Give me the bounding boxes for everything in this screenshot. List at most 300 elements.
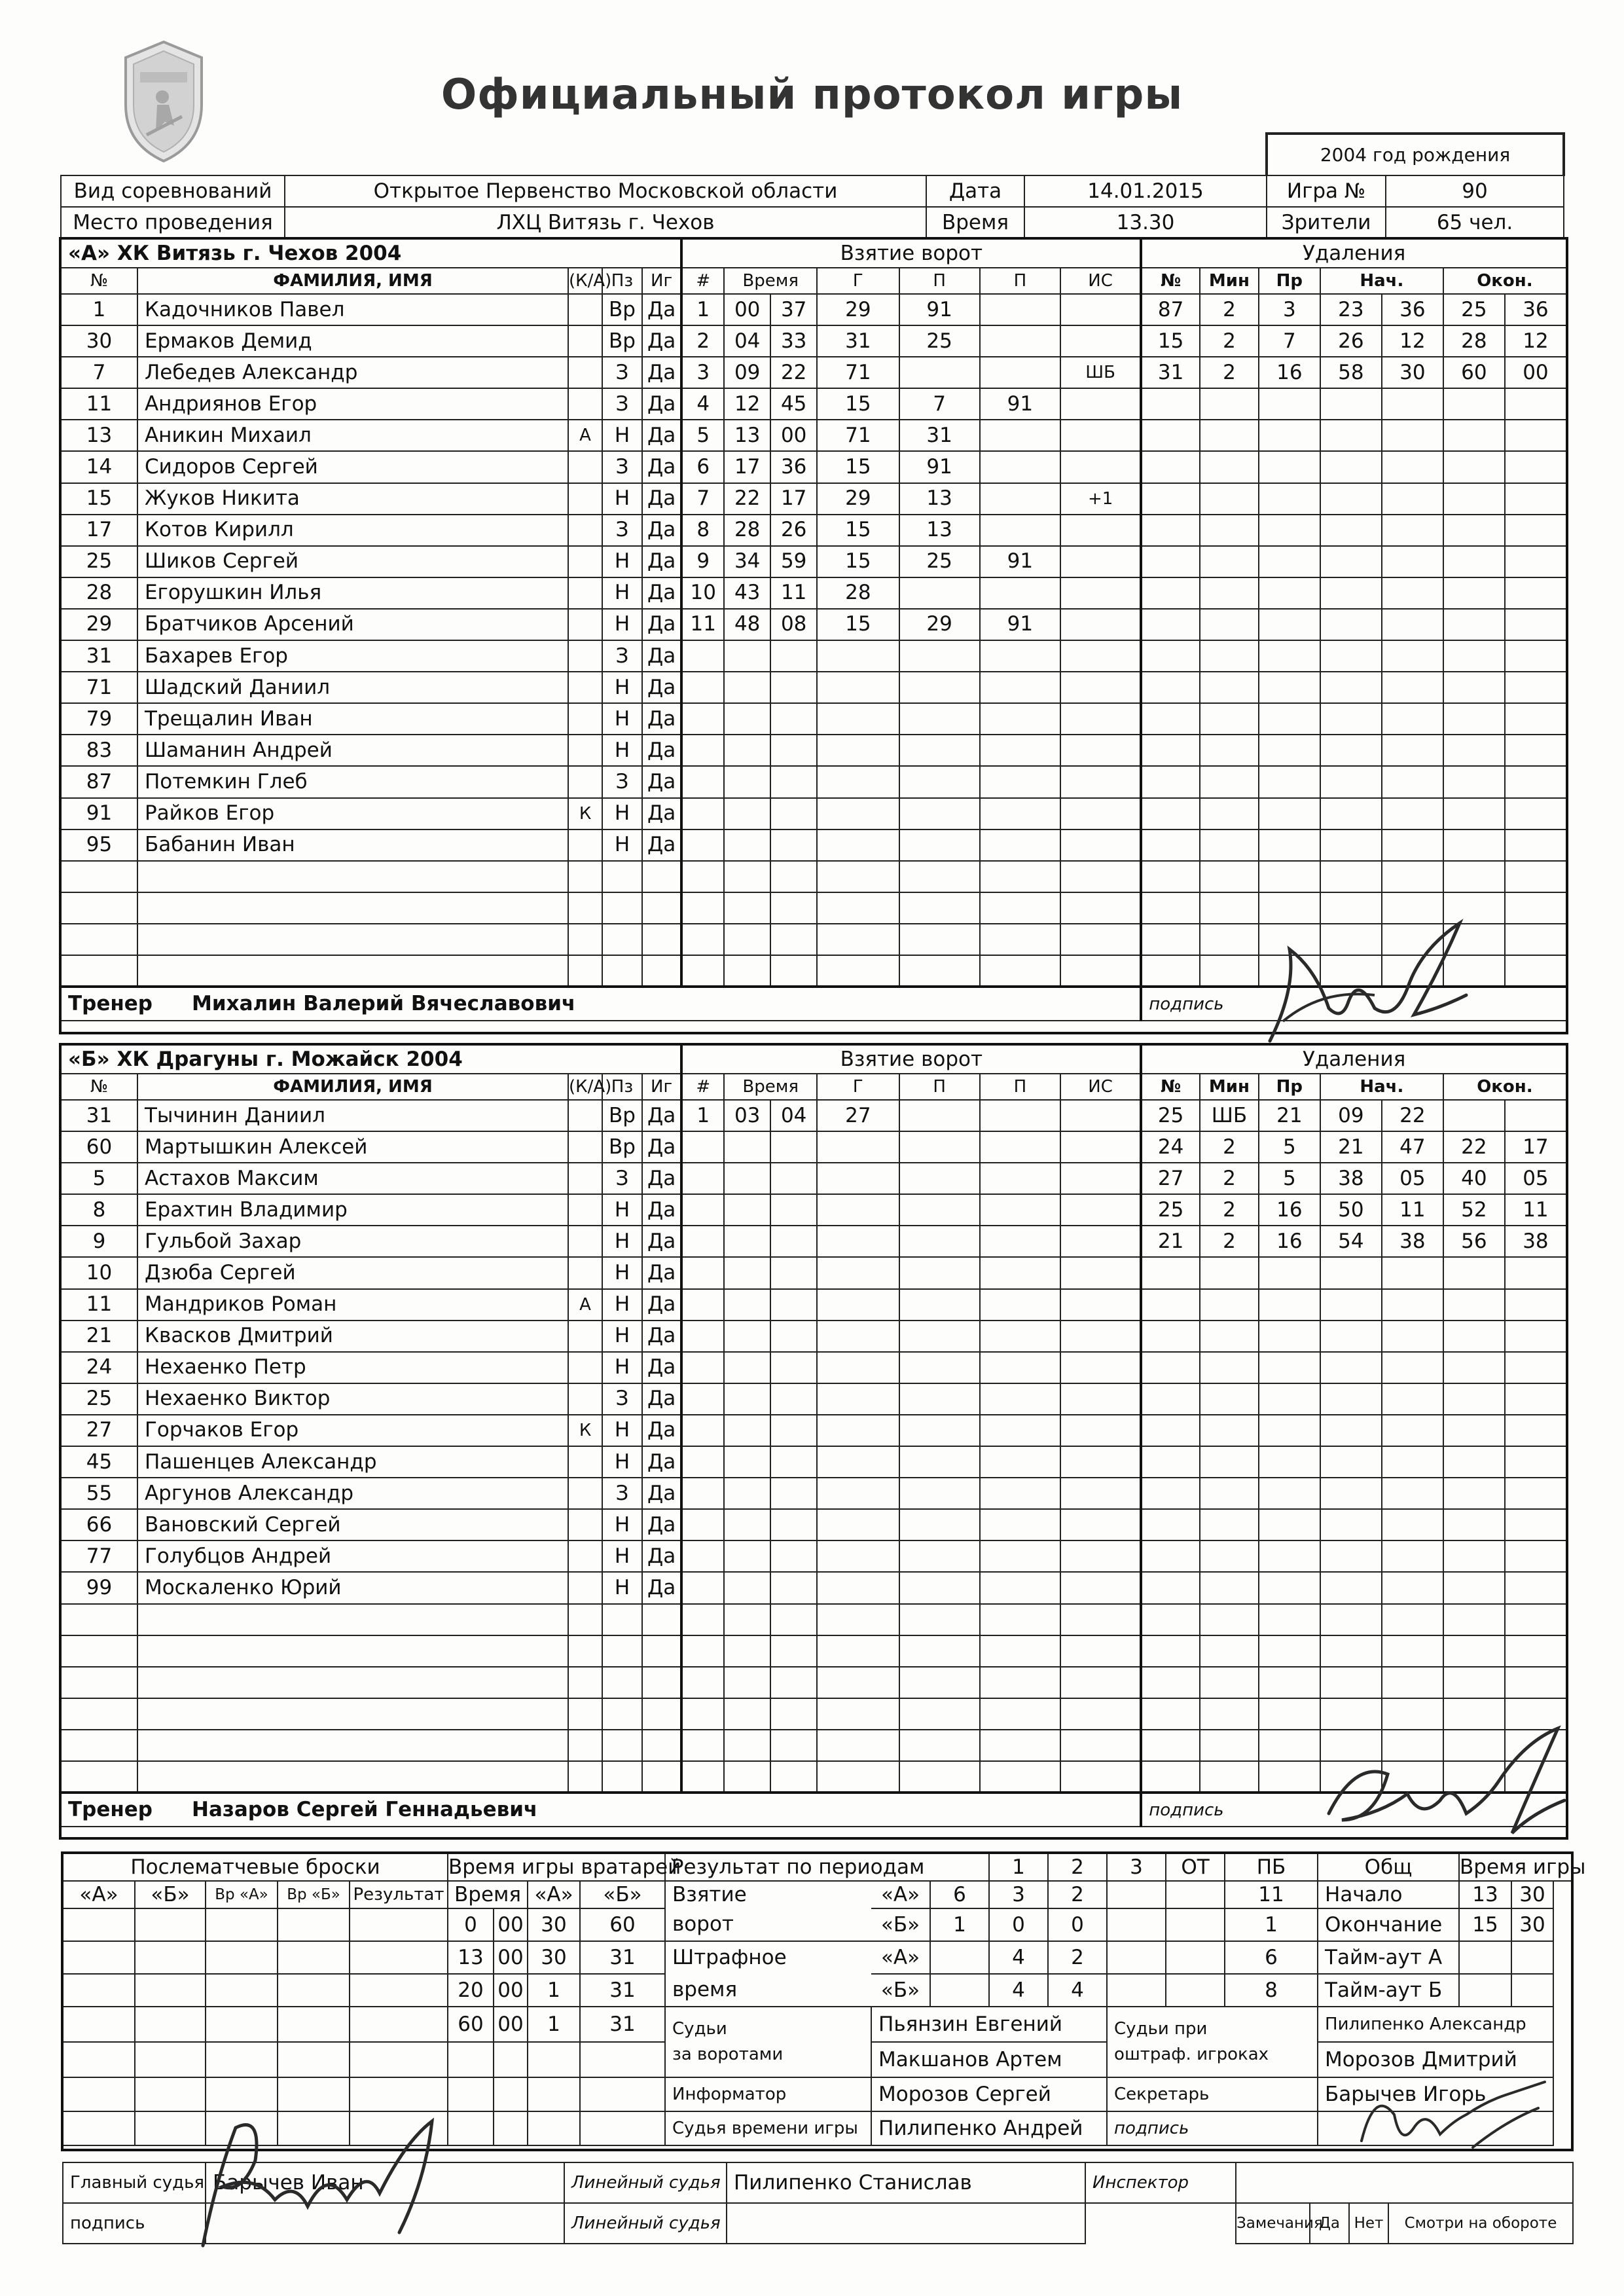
goal-situation (1060, 924, 1141, 955)
pen-end-sec (1505, 577, 1566, 609)
goal-situation (1060, 955, 1141, 987)
goal-number (681, 861, 724, 892)
player-ka (568, 357, 602, 388)
pen-minutes (1200, 515, 1259, 546)
informer-label: Информатор (665, 2077, 871, 2111)
player-ig: Да (642, 546, 682, 577)
player-name: Аргунов Александр (137, 1478, 568, 1509)
player-name: Ермаков Демид (137, 325, 568, 357)
goal-second (770, 892, 817, 924)
pen-end-sec: 36 (1505, 294, 1566, 325)
player-pz: Н (602, 1352, 642, 1383)
goalie-time-cell: 0 (448, 1908, 494, 1941)
player-name: Дзюба Сергей (137, 1257, 568, 1288)
pen-minutes: 2 (1200, 357, 1259, 388)
pen-minutes: ШБ (1200, 1100, 1259, 1131)
player-name: Шиков Сергей (137, 546, 568, 577)
team-b-row (61, 1415, 1566, 1446)
goal-minute (724, 955, 770, 987)
team-b-row (61, 1509, 1566, 1540)
goal-second: 36 (770, 451, 817, 483)
pen-minutes (1200, 546, 1259, 577)
remarks-yes-checkbox[interactable]: Да (1310, 2203, 1349, 2244)
team-b-penalties-title: Удаления (1141, 1045, 1566, 1074)
player-ka (568, 1604, 602, 1635)
player-pz (602, 1761, 642, 1793)
goal-assist-2 (980, 766, 1060, 797)
player-ig (642, 861, 682, 892)
player-ig: Да (642, 1383, 682, 1415)
player-pz (602, 861, 642, 892)
goalie-time-cell: 30 (528, 1941, 580, 1974)
page-title: Официальный протокол игры (441, 71, 1183, 119)
player-no: 79 (61, 703, 137, 735)
player-no (61, 892, 137, 924)
pen-end-sec (1505, 1352, 1566, 1383)
goal-assist-1 (899, 955, 980, 987)
player-pz (602, 1667, 642, 1698)
player-ig: Да (642, 451, 682, 483)
pen-end-sec (1505, 420, 1566, 451)
player-name: Горчаков Егор (137, 1415, 568, 1446)
goal-assist-1: 29 (899, 609, 980, 640)
goal-assist-1: 13 (899, 483, 980, 515)
player-ig (642, 955, 682, 987)
player-no: 7 (61, 357, 137, 388)
pen-end-sec (1505, 1572, 1566, 1603)
goal-situation (1060, 1226, 1141, 1257)
pen-minutes (1200, 483, 1259, 515)
goal-assist-1 (899, 1100, 980, 1131)
goal-situation (1060, 640, 1141, 672)
player-pz: Н (602, 1321, 642, 1352)
pen-reason (1259, 829, 1320, 861)
player-pz (602, 1698, 642, 1730)
penalty-box-label (1107, 2007, 1318, 2077)
pen-end-min (1443, 546, 1505, 577)
pen-start-sec: 05 (1382, 1163, 1443, 1194)
player-no (61, 924, 137, 955)
goal-assist-2 (980, 1572, 1060, 1603)
goal-assist-1 (899, 1446, 980, 1478)
goal-assist-2 (980, 1100, 1060, 1131)
birth-year-label: 2004 год рождения (1267, 134, 1564, 175)
goal-scorer (817, 1446, 899, 1478)
goal-second (770, 1289, 817, 1321)
goal-assist-1 (899, 1415, 980, 1446)
player-no: 11 (61, 388, 137, 420)
goal-second: 08 (770, 609, 817, 640)
pen-start-sec (1382, 577, 1443, 609)
goalie-time-cell: 30 (528, 1908, 580, 1941)
pen-end-min (1443, 388, 1505, 420)
player-no: 99 (61, 1572, 137, 1603)
player-ig: Да (642, 357, 682, 388)
goal-second (770, 1446, 817, 1478)
pen-end-sec: 11 (1505, 1194, 1566, 1226)
player-no (61, 1667, 137, 1698)
player-no: 30 (61, 325, 137, 357)
goal-scorer (817, 703, 899, 735)
goal-assist-1 (899, 357, 980, 388)
pen-minutes: 2 (1200, 325, 1259, 357)
pen-start-min (1320, 766, 1382, 797)
player-ig: Да (642, 1509, 682, 1540)
goal-assist-1 (899, 577, 980, 609)
pen-end-sec (1505, 1635, 1566, 1667)
goal-assist-1 (899, 766, 980, 797)
team-b-row (61, 1352, 1566, 1383)
player-pz: Н (602, 1226, 642, 1257)
goal-assist-1: 25 (899, 325, 980, 357)
team-b-row (61, 1572, 1566, 1603)
pim-b-p1 (930, 1974, 989, 2007)
pen-start-min: 54 (1320, 1226, 1382, 1257)
summary-table (62, 1853, 1586, 2146)
total-header: Общ (1318, 1853, 1459, 1881)
goal-judges-label-1: Судьи (672, 2019, 727, 2039)
pen-end-min (1443, 483, 1505, 515)
player-pz: Н (602, 546, 642, 577)
goal-assist-1 (899, 892, 980, 924)
pen-end-min (1443, 1604, 1505, 1635)
player-ka (568, 515, 602, 546)
goal-assist-1 (899, 1321, 980, 1352)
team-b-row (61, 1540, 1566, 1572)
player-ig: Да (642, 1131, 682, 1163)
goal-situation (1060, 1667, 1141, 1698)
pen-reason (1259, 609, 1320, 640)
goal-assist-1 (899, 703, 980, 735)
goal-situation (1060, 735, 1141, 766)
col-pen-number: № (1141, 1074, 1200, 1100)
goal-minute: 34 (724, 546, 770, 577)
pen-end-min (1443, 1635, 1505, 1667)
goal-situation (1060, 1289, 1141, 1321)
pen-reason (1259, 1667, 1320, 1698)
goal-scorer: 29 (817, 294, 899, 325)
goal-number: 4 (681, 388, 724, 420)
pen-reason (1259, 798, 1320, 829)
goal-situation (1060, 1352, 1141, 1383)
goal-situation (1060, 892, 1141, 924)
goals-a-ot (1107, 1881, 1166, 1908)
goal-minute (724, 892, 770, 924)
team-b-row (61, 1635, 1566, 1667)
pen-end-sec: 38 (1505, 1226, 1566, 1257)
goal-assist-1 (899, 1289, 980, 1321)
pen-reason: 3 (1259, 294, 1320, 325)
goal-scorer (817, 1698, 899, 1730)
player-ig: Да (642, 735, 682, 766)
pen-end-min (1443, 640, 1505, 672)
goal-situation (1060, 1415, 1141, 1446)
goal-second (770, 1194, 817, 1226)
player-ka (568, 1761, 602, 1793)
shootout-col-a: «А» (63, 1881, 135, 1908)
goal-assist-2 (980, 1698, 1060, 1730)
pen-start-sec (1382, 955, 1443, 987)
pen-start-sec (1382, 1667, 1443, 1698)
goal-number (681, 1446, 724, 1478)
goal-situation (1060, 1635, 1141, 1667)
pen-reason: 5 (1259, 1163, 1320, 1194)
pen-end-min: 28 (1443, 325, 1505, 357)
goal-assist-2 (980, 1540, 1060, 1572)
team-a-row (61, 325, 1566, 357)
pen-start-sec (1382, 609, 1443, 640)
goalie-time-cell: 31 (580, 1941, 665, 1974)
player-no: 25 (61, 546, 137, 577)
team-a-penalties-title: Удаления (1141, 239, 1566, 268)
player-ig: Да (642, 420, 682, 451)
pen-start-sec (1382, 735, 1443, 766)
pen-number (1141, 798, 1200, 829)
goal-situation (1060, 1761, 1141, 1793)
player-pz: Вр (602, 1100, 642, 1131)
pen-number (1141, 1604, 1200, 1635)
time-label: Время (926, 207, 1024, 238)
pen-reason: 5 (1259, 1131, 1320, 1163)
pen-end-min (1443, 1761, 1505, 1793)
player-ka (568, 325, 602, 357)
goals-a-ps (1166, 1881, 1225, 1908)
pen-number (1141, 577, 1200, 609)
player-ka (568, 1635, 602, 1667)
goal-assist-2: 91 (980, 609, 1060, 640)
goal-second (770, 1383, 817, 1415)
goal-assist-2 (980, 325, 1060, 357)
spectators-value: 65 чел. (1386, 207, 1564, 238)
goal-scorer (817, 1509, 899, 1540)
goalie-time-col-b: «Б» (580, 1881, 665, 1908)
linesman-2-label: Линейный судья (564, 2203, 727, 2244)
pen-number (1141, 861, 1200, 892)
player-no: 66 (61, 1509, 137, 1540)
goal-situation (1060, 1572, 1141, 1603)
goal-minute (724, 735, 770, 766)
goal-second: 04 (770, 1100, 817, 1131)
pen-reason (1259, 1572, 1320, 1603)
goal-number (681, 892, 724, 924)
goal-minute: 13 (724, 420, 770, 451)
goal-minute (724, 672, 770, 703)
goal-second (770, 1226, 817, 1257)
goal-scorer (817, 1321, 899, 1352)
col-name: ФАМИЛИЯ, ИМЯ (137, 268, 568, 294)
goal-scorer (817, 1194, 899, 1226)
pen-reason (1259, 861, 1320, 892)
pen-start-min (1320, 892, 1382, 924)
goal-minute (724, 1163, 770, 1194)
pen-end-sec (1505, 609, 1566, 640)
pen-end-min (1443, 1698, 1505, 1730)
pen-reason: 16 (1259, 1194, 1320, 1226)
goal-assist-1 (899, 861, 980, 892)
see-reverse-label: Смотри на обороте (1388, 2203, 1573, 2244)
game-number-value: 90 (1386, 175, 1564, 207)
goal-situation (1060, 515, 1141, 546)
pen-end-min (1443, 1257, 1505, 1288)
goal-assist-1 (899, 924, 980, 955)
pim-team-b-mark: «Б» (871, 1974, 930, 2007)
player-pz: Вр (602, 1131, 642, 1163)
pen-start-sec: 11 (1382, 1194, 1443, 1226)
player-no (61, 1698, 137, 1730)
pen-start-sec (1382, 861, 1443, 892)
goalie-time-cell: 60 (580, 1908, 665, 1941)
goal-assist-2 (980, 1415, 1060, 1446)
player-ig: Да (642, 703, 682, 735)
referee-label: Главный судья (63, 2162, 206, 2203)
pim-label: Штрафное (665, 1941, 871, 1974)
team-a-row (61, 861, 1566, 892)
col-goal-scorer: Г (817, 1074, 899, 1100)
player-name: Шадский Даниил (137, 672, 568, 703)
goal-second (770, 1163, 817, 1194)
player-no: 60 (61, 1131, 137, 1163)
col-goal-time: Время (724, 268, 817, 294)
goal-assist-2 (980, 1761, 1060, 1793)
goal-assist-2 (980, 1446, 1060, 1478)
shootout-col-goalie-b: Вр «Б» (278, 1881, 350, 1908)
pen-start-sec (1382, 1509, 1443, 1540)
goal-assist-1 (899, 1257, 980, 1288)
goal-scorer (817, 892, 899, 924)
pen-number (1141, 1415, 1200, 1446)
goal-situation (1060, 1540, 1141, 1572)
player-ig: Да (642, 672, 682, 703)
player-ka (568, 640, 602, 672)
goal-assist-2 (980, 703, 1060, 735)
player-ka (568, 1667, 602, 1698)
player-ig: Да (642, 1478, 682, 1509)
pen-minutes: 2 (1200, 1194, 1259, 1226)
goal-scorer (817, 1352, 899, 1383)
goalie-time-cell: 00 (494, 1908, 528, 1941)
pen-minutes (1200, 1321, 1259, 1352)
player-pz (602, 1635, 642, 1667)
goals-a-p1: 6 (930, 1881, 989, 1908)
goal-number: 6 (681, 451, 724, 483)
pen-end-min (1443, 703, 1505, 735)
goalie-time-cell: 20 (448, 1974, 494, 2007)
goal-scorer (817, 1478, 899, 1509)
pen-start-min (1320, 1415, 1382, 1446)
goal-minute: 03 (724, 1100, 770, 1131)
goal-number (681, 1383, 724, 1415)
pim-b-ps (1166, 1974, 1225, 2007)
pen-start-sec (1382, 703, 1443, 735)
player-no: 91 (61, 798, 137, 829)
goals-b-ps (1166, 1908, 1225, 1941)
team-a-row (61, 766, 1566, 797)
goal-situation (1060, 798, 1141, 829)
player-ka (568, 294, 602, 325)
date-label: Дата (926, 175, 1024, 207)
pen-end-min (1443, 829, 1505, 861)
remarks-no-checkbox[interactable]: Нет (1349, 2203, 1388, 2244)
pen-start-min (1320, 451, 1382, 483)
player-no: 9 (61, 1226, 137, 1257)
pen-minutes (1200, 892, 1259, 924)
player-name (137, 924, 568, 955)
pen-reason (1259, 1415, 1320, 1446)
player-pz: Н (602, 577, 642, 609)
goal-assist-2: 91 (980, 388, 1060, 420)
goal-second (770, 1540, 817, 1572)
goal-minute (724, 1572, 770, 1603)
remarks-label: Замечания (1236, 2203, 1310, 2244)
team-a-row (61, 672, 1566, 703)
pen-start-min (1320, 1478, 1382, 1509)
pen-number (1141, 451, 1200, 483)
pen-minutes (1200, 1572, 1259, 1603)
pen-reason (1259, 1509, 1320, 1540)
player-pz: Н (602, 1509, 642, 1540)
pen-start-sec (1382, 1635, 1443, 1667)
team-b-table (60, 1044, 1567, 1827)
goal-situation (1060, 1698, 1141, 1730)
goal-number (681, 1289, 724, 1321)
referee-signature-label: подпись (63, 2203, 206, 2244)
player-pz: З (602, 357, 642, 388)
shootout-col-b: «Б» (135, 1881, 206, 1908)
pen-reason (1259, 546, 1320, 577)
timeout-a-label: Тайм-аут А (1318, 1941, 1459, 1974)
pen-end-sec (1505, 451, 1566, 483)
goal-assist-1 (899, 1667, 980, 1698)
pen-minutes (1200, 1509, 1259, 1540)
player-no: 13 (61, 420, 137, 451)
team-a-row (61, 546, 1566, 577)
goal-scorer (817, 924, 899, 955)
goal-second (770, 955, 817, 987)
goal-scorer (817, 1730, 899, 1761)
pen-start-min (1320, 1321, 1382, 1352)
pen-start-min: 50 (1320, 1194, 1382, 1226)
goal-number (681, 1226, 724, 1257)
goal-assist-1 (899, 1572, 980, 1603)
pen-start-min (1320, 861, 1382, 892)
pen-start-min (1320, 955, 1382, 987)
pen-number (1141, 1446, 1200, 1478)
goal-situation (1060, 577, 1141, 609)
goal-assist-1 (899, 829, 980, 861)
goal-minute (724, 1194, 770, 1226)
goals-label: Взятие (665, 1881, 871, 1908)
pen-end-min (1443, 609, 1505, 640)
goal-number (681, 1604, 724, 1635)
pen-number (1141, 703, 1200, 735)
goal-minute (724, 1667, 770, 1698)
goal-second (770, 1321, 817, 1352)
goal-number (681, 1540, 724, 1572)
goal-second: 33 (770, 325, 817, 357)
period-results-title: Результат по периодам (665, 1853, 930, 1881)
player-ig: Да (642, 1352, 682, 1383)
pen-end-sec (1505, 798, 1566, 829)
player-no: 10 (61, 1257, 137, 1288)
player-ig (642, 1604, 682, 1635)
pen-start-min: 58 (1320, 357, 1382, 388)
goalie-time-cell: 00 (494, 2007, 528, 2042)
player-pz: Н (602, 672, 642, 703)
player-ig: Да (642, 1194, 682, 1226)
player-ig: Да (642, 388, 682, 420)
team-b-row (61, 1478, 1566, 1509)
pen-reason: 16 (1259, 1226, 1320, 1257)
